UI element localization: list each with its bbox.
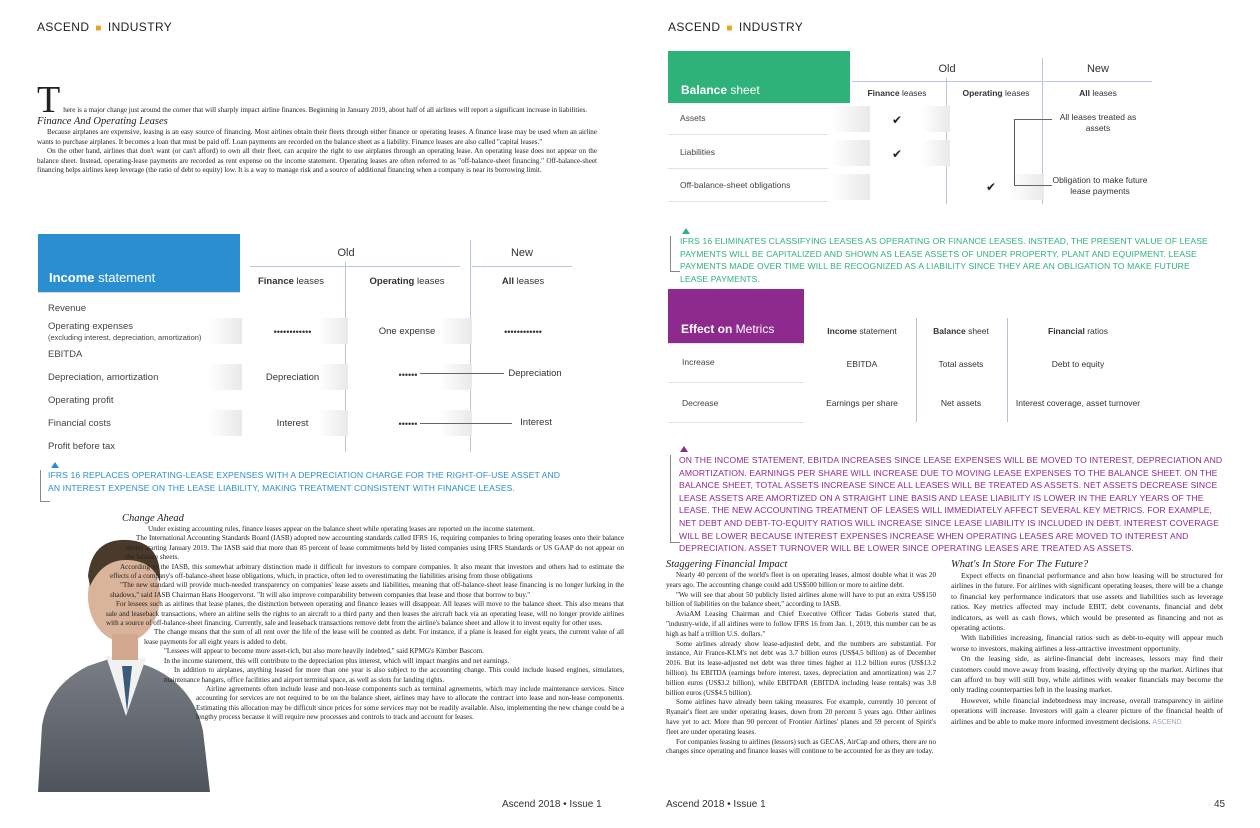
- footer-left: Ascend 2018 • Issue 1: [502, 799, 602, 810]
- income-cell-one-expense: One expense: [378, 326, 436, 337]
- future-paragraph: Expect effects on financial performance and also how leasing will be structured for airlines in the future. For airlines with significant operating leases, there will be a change to financial key performance indicators that use assets and liabilities such as leverage ratios. Key metrics affected may include EBIT, debt covenants, financial and debt indicators, as well as cash flows, which would be presented as financing and not as operating actions.: [951, 571, 1223, 633]
- metrics-col-ratios: Financial ratios: [1048, 326, 1108, 336]
- arrow-line: [420, 373, 504, 374]
- divider: [668, 134, 828, 135]
- right-page: [630, 0, 1260, 828]
- caption-triangle-icon: [51, 462, 59, 468]
- income-cell-finance-interest: Interest: [276, 418, 309, 429]
- metrics-col-balance: Balance sheet: [933, 326, 989, 336]
- check-icon: ✔: [986, 180, 997, 194]
- header-dot-icon: ■: [95, 23, 102, 34]
- metrics-cell: Net assets: [940, 398, 982, 408]
- future-paragraph: With liabilities increasing, financial ratios such as debt-to-equity will appear much worse to investors, making airlines a less-attractive investment opportunity.: [951, 633, 1223, 653]
- staggering-paragraph: Some airlines already show lease-adjusted debt, and the numbers are substantial. For instance, Air France-KLM's net debt was 3.7 billion euros (US$4.5 billion) as of December 2016. But its lease-adjusted net debt was three times higher at 11.2 billion euros (US$13.2 billion). Its EBITDA (earnings before interest, taxes, depreciation and amortization) was 2.7 billion euros (US$3.2 billion), while EBITDAR (EBITDA including lease rentals) was 3.8 billion euros (US$4.5 billion).: [666, 639, 936, 697]
- shade: [208, 364, 242, 390]
- arrow-line: [1014, 119, 1052, 120]
- intro-paragraph: On the other hand, airlines that don't want (or can't afford) to own all their fleet, can acquire the right to use airplanes through an operating lease. An operating lease does not appear on the balance sheet. Instead, operating-lease payments are recorded as rent expense on the income statement. Operating leases are often referred to as "off-balance-sheet financing." Off-balance-sheet financing helps airlines keep leverage (the ratio of debt to equity) low. It is a way to manage risk and a source of additional financing when a company is near its borrowing limit.: [37, 147, 597, 175]
- change-paragraph: For lessees such as airlines that lease planes, the distinction between operating and finance leases will disappear. All leases will move to the balance sheet. This also means that sale and leaseback transactions, where an airline sells the rights to an aircraft to a third party and then leases the aircraft back via an operating lease, will no longer provide airlines with a source of off-balance-sheet financing. Currently, sale and leaseback transactions remove debt from the airline's balance sheet and allow it to invest equity for other uses.: [106, 600, 624, 628]
- shade: [830, 174, 870, 200]
- balance-title-box: Balance sheet: [668, 51, 850, 103]
- intro-paragraph: Because airplanes are expensive, leasing is an easy source of financing. Most airlines obtain their fleets through either finance or operating leases. A finance lease may be used when an airline wants to purchase airplanes. It becomes a loan that must be paid off. Loan payments are recorded on the balance sheet as a liability. Finance leases are also called "capital leases.": [37, 128, 597, 146]
- subhead-finance-operating: Finance And Operating Leases: [37, 116, 168, 128]
- arrow-line: [1014, 185, 1052, 186]
- subhead-staggering: Staggering Financial Impact: [666, 559, 788, 570]
- shade: [208, 318, 242, 344]
- income-cell-operating-dep-dots: ••••••: [398, 370, 418, 380]
- shade: [830, 140, 870, 166]
- balance-col-finance: Finance leases: [867, 88, 927, 98]
- change-paragraph: Under existing accounting rules, finance leases appear on the balance sheet while operating leases are reported on the income statement.: [148, 525, 535, 533]
- balance-row-off-balance: Off-balance-sheet obligations: [680, 180, 791, 190]
- staggering-paragraph: Nearly 40 percent of the world's fleet is on operating leases, almost double what it was 20 years ago. The accounting change could add US$500 billion or more to airline debt.: [666, 571, 936, 589]
- future-block: [951, 559, 1223, 728]
- page-number: 45: [1214, 799, 1226, 810]
- check-icon: ✔: [892, 113, 903, 127]
- income-col-finance: Finance leases: [257, 276, 324, 287]
- divider: [668, 382, 804, 383]
- metrics-row-increase: Increase: [682, 357, 715, 367]
- balance-row-assets: Assets: [680, 113, 706, 123]
- income-cell-new-depreciation: Depreciation: [508, 368, 562, 379]
- income-title-box: [38, 234, 240, 292]
- divider: [1007, 318, 1008, 422]
- change-paragraph: According to the IASB, this somewhat arbitrary distinction made it difficult for investors to compare companies. It also meant that investors and others had to estimate the effects of a company's off-balance-sheet lease obligations, which, in practice, often led to overestimating the liabilities arising from those obligations: [110, 562, 624, 581]
- metrics-col-income: Income statement: [827, 326, 897, 336]
- metrics-cell: Debt to equity: [1051, 359, 1105, 369]
- header-brand: ASCEND: [668, 20, 721, 34]
- income-cell-finance-opex: ••••••••••••: [273, 327, 312, 337]
- divider: [668, 422, 804, 423]
- divider: [250, 266, 460, 267]
- arrow-line: [1014, 119, 1015, 185]
- income-group-new: New: [510, 247, 533, 259]
- header-section: INDUSTRY: [107, 20, 173, 34]
- page-header-left: [37, 20, 172, 34]
- metrics-cell: EBITDA: [846, 359, 878, 369]
- divider: [668, 168, 828, 169]
- income-group-old: Old: [337, 247, 355, 259]
- arrow-line: [420, 423, 512, 424]
- end-mark: ASCEND: [1152, 718, 1182, 726]
- staggering-paragraph: AviaAM Leasing Chairman and Chief Executive Officer Tadas Goberis stated that, "industry-wide, if all airlines were to follow IFRS 16 from Jan. 1, 2019, this number can be as high as half a trillion U.S. dollars.": [666, 610, 936, 638]
- income-col-all: All leases: [501, 276, 545, 287]
- income-row-operating-expenses: Operating expenses (excluding interest, depreciation, amortization): [48, 321, 202, 342]
- change-paragraph: In addition to airplanes, anything leased for more than one year is also subject to the accounting change. This could include leased engines, simulators, maintenance hangars, office facilities and airport terminal space, as well as slots for landing rights.: [164, 666, 624, 684]
- income-row-depreciation: Depreciation, amortization: [48, 372, 159, 383]
- metrics-row-decrease: Decrease: [682, 398, 719, 408]
- future-paragraph: On the leasing side, as airline-financial debt increases, lessors may find their customers could move away from leasing, effectively drying up the market. Airlines that can afford to buy will still buy, while airlines with weaker financials may become the only trading counterparties left in the leasing market.: [951, 654, 1223, 695]
- balance-cell-new-obligation: Obligation to make future lease payments: [1052, 175, 1148, 196]
- shade: [922, 140, 950, 166]
- subhead-future: What's In Store For The Future?: [951, 559, 1089, 570]
- income-title-rest: statement: [94, 270, 156, 285]
- income-cell-finance-depreciation: Depreciation: [265, 372, 320, 383]
- divider: [1044, 81, 1152, 82]
- income-row-ebitda: EBITDA: [48, 349, 83, 360]
- change-ahead-block: [106, 513, 624, 723]
- income-row-operating-profit: Operating profit: [48, 395, 114, 406]
- change-paragraph: The change means that the sum of all rent over the life of the lease will be counted as debt. For instance, if a plane is leased for eight years, the current value of all lease payments for all eight years is added to debt.: [144, 628, 624, 646]
- metrics-cell: Total assets: [938, 359, 984, 369]
- shade: [440, 364, 472, 390]
- balance-col-all: All leases: [1079, 88, 1117, 98]
- divider: [38, 292, 240, 293]
- change-paragraph: In the income statement, this will contribute to the depreciation plus interest, which will impact margins and net earnings.: [164, 656, 510, 665]
- metrics-caption: ON THE INCOME STATEMENT, EBITDA INCREASES SINCE LEASE EXPENSES WILL BE MOVED TO INTEREST, DEPRECIATION AND AMORTIZATION. EARNINGS PER SHARE WILL INCREASE DUE TO MOVING LEASE EXPENSES TO THE BALANCE SHEET. ON THE BALANCE SHEET, TOTAL ASSETS INCREASE SINCE ALL LEASES WILL BE TREATED AS ASSETS. NET ASSETS DECREASE SINCE LEASE ASSETS ARE AMORTIZED ON A STRAIGHT LINE BASIS AND LEASE LIABILITY IS LOWER IN THE EARLY YEARS OF THE LEASE. THE NEW ACCOUNTING TREATMENT OF LEASES WILL IMMEDIATELY AFFECT SEVERAL KEY METRICS. FOR EXAMPLE, NET DEBT AND DEBT-TO-EQUITY RATIOS WILL INCREASE SINCE LEASE LIABILITY IS INCLUDED IN DEBT. INTEREST COVERAGE WILL BE LOWER BECAUSE INTEREST EXPENSES INCREASE WHEN OPERATING LEASES ARE MOVED TO INTEREST AND DEPRECIATION. ASSET TURNOVER WILL BE LOWER SINCE OPERATING LEASES ARE TREATED AS ASSETS.: [679, 455, 1223, 554]
- header-section: INDUSTRY: [738, 20, 804, 34]
- income-row-profit-before-tax: Profit before tax: [48, 441, 116, 452]
- caption-triangle-icon: [682, 228, 690, 234]
- balance-col-operating: Operating leases: [962, 88, 1030, 98]
- staggering-paragraph: For companies leasing to airlines (lessors) such as GECAS, AirCap and others, there are no changes since operating and finance leases will continue to be accounted for as they are today.: [666, 737, 936, 756]
- subhead-change-ahead: Change Ahead: [122, 513, 184, 524]
- divider: [472, 266, 572, 267]
- balance-cell-new-assets: All leases treated as assets: [1059, 112, 1137, 133]
- shade: [922, 106, 950, 132]
- income-title-bold: Income: [49, 270, 95, 285]
- future-paragraph: However, while financial indebtedness may increase, overall transparency in airline operations will increase. Investors will gain a clearer picture of the financial health of airlines and be able to make more informed investment decisions. ASCEND: [951, 695, 1223, 726]
- balance-group-old: Old: [938, 63, 956, 75]
- divider: [668, 343, 804, 344]
- intro-lead: here is a major change just around the corner that will sharply impact airline finances. Beginning in January 2019, about half of all airlines will report a significant increase in liabilities.: [63, 106, 588, 114]
- shade: [830, 106, 870, 132]
- change-paragraph: "Lessees will appear to become more asset-rich, but also more heavily indebted," said KPMG's Kimber Bascom.: [164, 647, 484, 656]
- divider: [852, 81, 1042, 82]
- income-row-revenue: Revenue: [48, 303, 87, 314]
- staggering-paragraph: "We will see that about 50 publicly listed airlines alone will have to put an extra US$150 billion of liabilities on the balance sheet," according to IASB.: [666, 590, 936, 609]
- header-brand: ASCEND: [37, 20, 90, 34]
- footer-right-left: Ascend 2018 • Issue 1: [666, 799, 766, 810]
- drop-cap: T: [37, 79, 61, 121]
- balance-row-liabilities: Liabilities: [680, 147, 715, 157]
- income-row-financial-costs: Financial costs: [48, 418, 111, 429]
- divider: [916, 318, 917, 422]
- shade: [208, 410, 242, 436]
- metrics-cell: Earnings per share: [826, 398, 898, 408]
- metrics-title-box: Effect on Metrics: [668, 289, 804, 343]
- metrics-cell: Interest coverage, asset turnover: [1015, 398, 1141, 408]
- page-header-right: [668, 20, 803, 34]
- change-paragraph: Airline agreements often include lease and non-lease components such as terminal agreements, which may include maintenance services. Since accounting for services are not required to be on the balance sheet, airlines may have to allocate the contract into lease and non-lease components. Estimating this allocation may be difficult since prices for some services may not be readily available. Also, implementing the new change could be a lengthy process because it will require new processes and controls to track and account for leases.: [196, 684, 624, 722]
- income-caption: IFRS 16 REPLACES OPERATING-LEASE EXPENSES WITH A DEPRECIATION CHARGE FOR THE RIGHT-OF-USE ASSET AND AN INTEREST EXPENSE ON THE LEASE LIABILITY, MAKING TREATMENT CONSISTENT WITH FINANCE LEASES.: [48, 470, 561, 493]
- shade: [1010, 174, 1044, 200]
- check-icon: ✔: [892, 147, 903, 161]
- income-cell-new-interest: Interest: [520, 417, 552, 428]
- change-paragraph: The International Accounting Standards Board (IASB) adopted new accounting standards called IFRS 16, requiring companies to bring operating leases onto their balance sheets starting January 2019. The IASB said that more than 85 percent of lease commitments held by listed companies using IFRS Standards or US GAAP do not appear on the balance sheets.: [126, 534, 624, 562]
- income-cell-all-opex: ••••••••••••: [504, 327, 542, 337]
- balance-caption: IFRS 16 ELIMINATES CLASSIFYING LEASES AS OPERATING OR FINANCE LEASES. INSTEAD, THE PRESENT VALUE OF LEASE PAYMENTS WILL BE CAPITALIZED AND SHOWN AS LEASE ASSETS OF UNDER PROPERTY, PLANT AND EQUIPMENT. LEASE PAYMENTS MADE OVER TIME WILL BE RECOGNIZED AS A LIABILITY SINCE THEY ARE AN OBLIGATION TO MAKE FUTURE LEASE PAYMENTS.: [680, 236, 1208, 284]
- balance-group-new: New: [1086, 63, 1109, 75]
- income-cell-operating-int-dots: ••••••: [398, 419, 418, 429]
- staggering-paragraph: Some airlines have already been taking measures. For example, currently 10 percent of Ryanair's fleet are under operating leases, down from 20 percent 5 years ago. Other airlines have yet to act. More than 90 percent of Frontier Airlines' planes and 59 percent of Spirit's fleet are under operating leases.: [666, 698, 936, 736]
- staggering-block: [666, 559, 936, 757]
- caption-bracket: [670, 236, 680, 272]
- intro-block: [37, 79, 597, 175]
- caption-triangle-icon: [680, 446, 688, 452]
- divider: [668, 201, 828, 202]
- income-col-operating: Operating leases: [369, 276, 445, 287]
- change-paragraph: "The new standard will provide much-needed transparency on companies' lease assets and liabilities, meaning that off-balance-sheet lease financing is no longer lurking in the shadows," said IASB Chairman Hans Hoogervorst. "It will also improve comparability between companies that lease and those that borrow to buy.": [110, 581, 624, 599]
- header-dot-icon: ■: [726, 23, 733, 34]
